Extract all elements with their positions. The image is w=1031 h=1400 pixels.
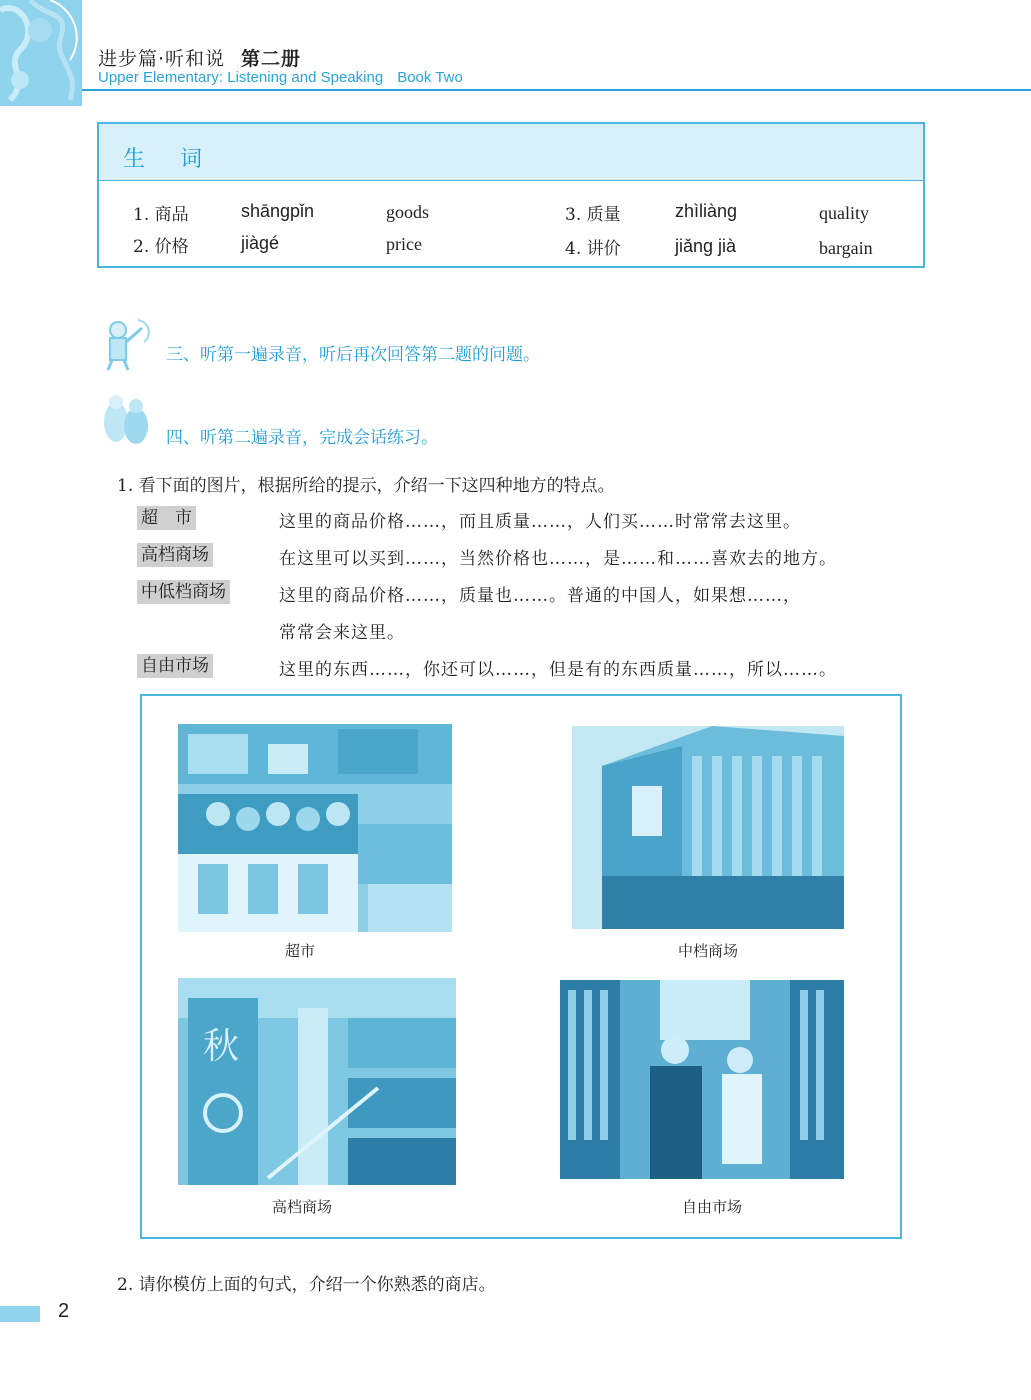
vocab-pinyin: zhìliàng — [675, 201, 738, 221]
mid-range-mall-photo — [572, 726, 844, 929]
two-people-icon — [100, 392, 154, 452]
vocab-english: goods — [386, 202, 430, 222]
exercise-three-title: 三、听第一遍录音，听后再次回答第二题的问题。 — [166, 345, 540, 365]
vocab-word: 2. 价格 — [133, 237, 189, 257]
vocab-word: 3. 质量 — [565, 205, 621, 225]
photo-caption: 自由市场 — [681, 1198, 742, 1216]
vocabulary-box — [97, 122, 925, 268]
vocab-pinyin: shāngpǐn — [241, 201, 315, 221]
header-series-en: Upper Elementary: Listening and Speaking — [98, 69, 384, 86]
vocabulary-title: 生 词 — [123, 147, 216, 172]
header-book: 第二册 — [241, 48, 302, 70]
photo-caption: 中档商场 — [677, 942, 738, 960]
page-tab — [0, 1306, 40, 1322]
header-title-zh — [98, 44, 301, 71]
corner-decoration — [0, 0, 82, 106]
header-series: 进步篇·听和说 — [98, 48, 226, 70]
place-label: 自由市场 — [137, 654, 213, 678]
place-label: 高档商场 — [137, 543, 213, 567]
place-label: 中低档商场 — [137, 580, 230, 604]
task-one-instruction: 1. 看下面的图片，根据所给的提示，介绍一下这四种地方的特点。 — [117, 476, 615, 496]
high-end-mall-photo — [178, 978, 456, 1185]
photo-caption: 超市 — [284, 942, 315, 960]
svg-text:秋: 秋 — [203, 1026, 240, 1067]
free-market-photo — [560, 980, 844, 1179]
header-book-en: Book Two — [397, 69, 463, 86]
vocab-pinyin: jiǎng jià — [675, 236, 737, 256]
header-rule — [82, 89, 1031, 91]
vocab-english: bargain — [819, 238, 873, 258]
exercise-four-title: 四、听第二遍录音，完成会话练习。 — [166, 428, 438, 448]
supermarket-photo — [178, 724, 452, 932]
vocab-pinyin: jiàgé — [241, 233, 280, 253]
photo-frame — [140, 694, 902, 1239]
place-label: 超 市 — [137, 506, 196, 530]
vocab-word: 1. 商品 — [133, 205, 189, 225]
photo-caption: 高档商场 — [271, 1198, 332, 1216]
place-hint-continued: 常常会来这里。 — [279, 623, 405, 643]
vocab-english: price — [386, 234, 422, 254]
page-number: 2 — [58, 1300, 70, 1322]
vocab-word: 4. 讲价 — [565, 239, 621, 259]
vocab-english: quality — [819, 203, 869, 223]
task-two-instruction: 2. 请你模仿上面的句式，介绍一个你熟悉的商店。 — [117, 1275, 496, 1295]
place-hint: 在这里可以买到……，当然价格也……，是……和……喜欢去的地方。 — [279, 549, 837, 569]
header-title-en — [98, 69, 463, 86]
vocabulary-header — [99, 124, 923, 181]
place-hint: 这里的商品价格……，而且质量……，人们买……时常常去这里。 — [279, 512, 801, 532]
place-hint: 这里的商品价格……，质量也……。普通的中国人，如果想……， — [279, 586, 801, 606]
place-hint: 这里的东西……，你还可以……，但是有的东西质量……，所以……。 — [279, 660, 837, 680]
listening-man-icon — [98, 316, 154, 376]
